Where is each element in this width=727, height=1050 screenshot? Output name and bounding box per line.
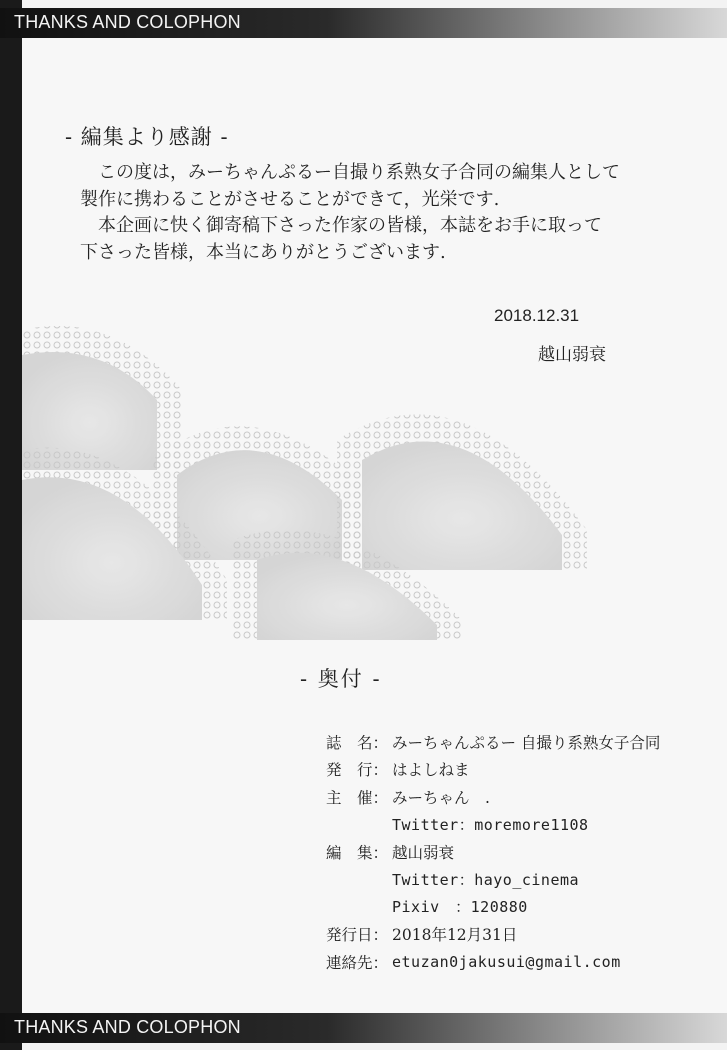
thanks-line: この度は，みーちゃんぷるー自撮り系熟女子合同の編集人として — [98, 162, 620, 183]
colophon-title: - 奥付 - — [300, 667, 382, 691]
colophon-row-contact — [326, 948, 660, 976]
thanks-title: - 編集より感謝 - — [65, 125, 229, 149]
colophon-value: 2018年12月31日 — [392, 926, 518, 945]
colophon-label: 編 集： — [326, 843, 389, 862]
colophon-label: 発行日： — [326, 926, 389, 945]
colophon-row-editor-pixiv — [326, 893, 660, 921]
thanks-line: 下さった皆様，本当にありがとうございます. — [80, 241, 446, 263]
colophon-row-organizer-twitter — [326, 811, 660, 839]
colophon-row-editor — [326, 838, 660, 866]
colophon-value: Twitter：moremore1108 — [392, 815, 589, 834]
colophon-label: 発 行： — [326, 761, 389, 780]
thanks-line: 製作に携わることがさせることができて，光栄です. — [80, 188, 500, 210]
footer-bar — [0, 1013, 727, 1043]
thanks-line: 本企画に快く御寄稿下さった作家の皆様，本誌をお手に取って — [98, 215, 602, 236]
thanks-date: 2018.12.31 — [494, 306, 580, 325]
colophon-row-title — [326, 728, 660, 756]
thanks-author: 越山弱衰 — [538, 345, 606, 365]
colophon-value: みーちゃん . — [392, 788, 490, 807]
header-label: THANKS AND COLOPHON — [14, 12, 241, 32]
colophon-label: 誌 名： — [326, 733, 389, 752]
thanks-message — [80, 160, 700, 266]
header-bar — [0, 8, 727, 38]
colophon-row-publisher — [326, 756, 660, 784]
colophon-value: みーちゃんぷるー 自撮り系熟女子合同 — [392, 733, 661, 752]
colophon-value: Pixiv ：120880 — [392, 898, 528, 917]
colophon-row-organizer — [326, 783, 660, 811]
colophon-row-date — [326, 921, 660, 949]
lace-decoration — [22, 300, 622, 640]
colophon-value: はよしねま — [392, 761, 470, 780]
colophon-label: 連絡先： — [326, 953, 389, 972]
page-binding-edge — [0, 0, 22, 1050]
colophon-row-editor-twitter — [326, 866, 660, 894]
colophon-label: 主 催： — [326, 788, 389, 807]
footer-label: THANKS AND COLOPHON — [14, 1017, 241, 1037]
colophon-value: Twitter：hayo_cinema — [392, 870, 580, 889]
colophon-value: 越山弱衰 — [392, 843, 455, 862]
colophon-table — [326, 728, 660, 976]
colophon-value: etuzan0jakusui@gmail.com — [392, 952, 621, 971]
